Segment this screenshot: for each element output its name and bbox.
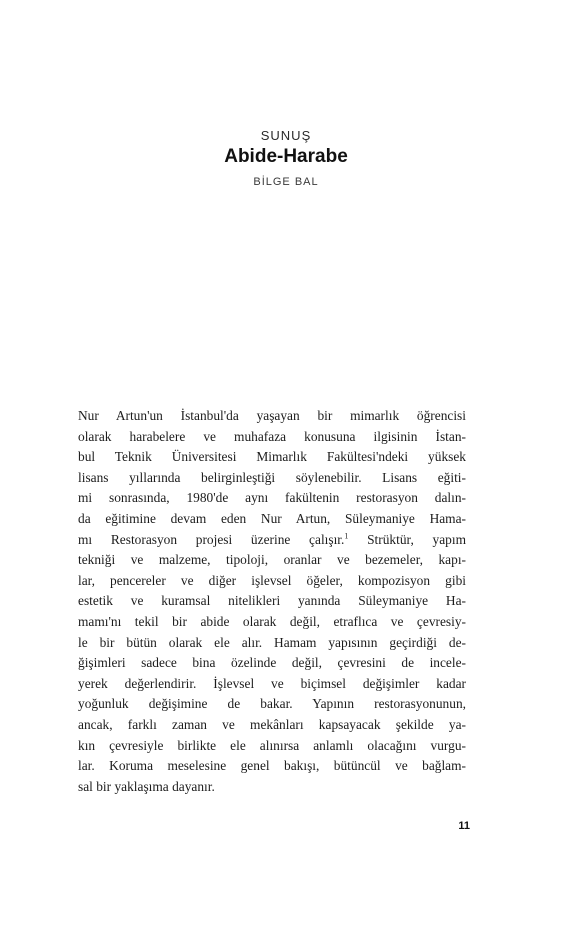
footnote-marker[interactable]: 1	[344, 531, 349, 541]
page-number: 11	[458, 820, 470, 832]
text-line: mamı'nı tekil bir abide olarak değil, etraflıca ve çevresiy-	[78, 613, 466, 629]
text-line: kın çevresiyle birlikte ele alınırsa anlamlı olacağını vurgu-	[78, 737, 466, 753]
text-line: lar. Koruma meselesine genel bakışı, bütüncül ve bağlam-	[78, 758, 466, 774]
section-label: SUNUŞ	[260, 128, 312, 143]
text-line: da eğitimine devam eden Nur Artun, Süleymaniye Hama-	[78, 510, 466, 526]
author-name: BİLGE BAL	[253, 176, 319, 188]
body-paragraph	[78, 406, 466, 797]
text-line: tekniği ve malzeme, tipoloji, oranlar ve bezemeler, kapı-	[78, 552, 466, 568]
text-line-with-footnote	[78, 530, 466, 551]
text-line: olarak harabelere ve muhafaza konusuna ilgisinin İstan-	[78, 428, 466, 444]
text-line: le bir bütün olarak ele alır. Hamam yapısının geçirdiği de-	[78, 634, 466, 650]
text-line: bul Teknik Üniversitesi Mimarlık Fakültesi'ndeki yüksek	[78, 449, 466, 465]
text-line: ancak, farklı zaman ve mekânları kapsayacak şekilde ya-	[78, 716, 466, 732]
text-line: Nur Artun'un İstanbul'da yaşayan bir mimarlık öğrencisi	[78, 408, 466, 423]
text-line: lisans yıllarında belirginleştiği söylenebilir. Lisans eğiti-	[78, 469, 466, 485]
text-segment: mı Restorasyon projesi üzerine çalışır.	[78, 531, 345, 547]
page-title: Abide-Harabe	[224, 146, 348, 167]
text-line: estetik ve kuramsal nitelikleri yanında Süleymaniye Ha-	[78, 593, 466, 609]
text-line: sal bir yaklaşıma dayanır.	[78, 778, 215, 794]
text-line: ğişimleri sadece bina özelinde değil, çevresini de incele-	[78, 655, 466, 671]
text-segment: Strüktür, yapım	[348, 531, 466, 547]
text-line: yoğunluk değişimine de bakar. Yapının restorasyonunun,	[78, 696, 466, 712]
text-line: lar, pencereler ve diğer işlevsel öğeler, kompozisyon gibi	[78, 572, 466, 588]
text-line: mi sonrasında, 1980'de aynı fakültenin restorasyon dalın-	[78, 490, 466, 506]
text-line: yerek değerlendirir. İşlevsel ve biçimsel değişimler kadar	[78, 675, 466, 691]
